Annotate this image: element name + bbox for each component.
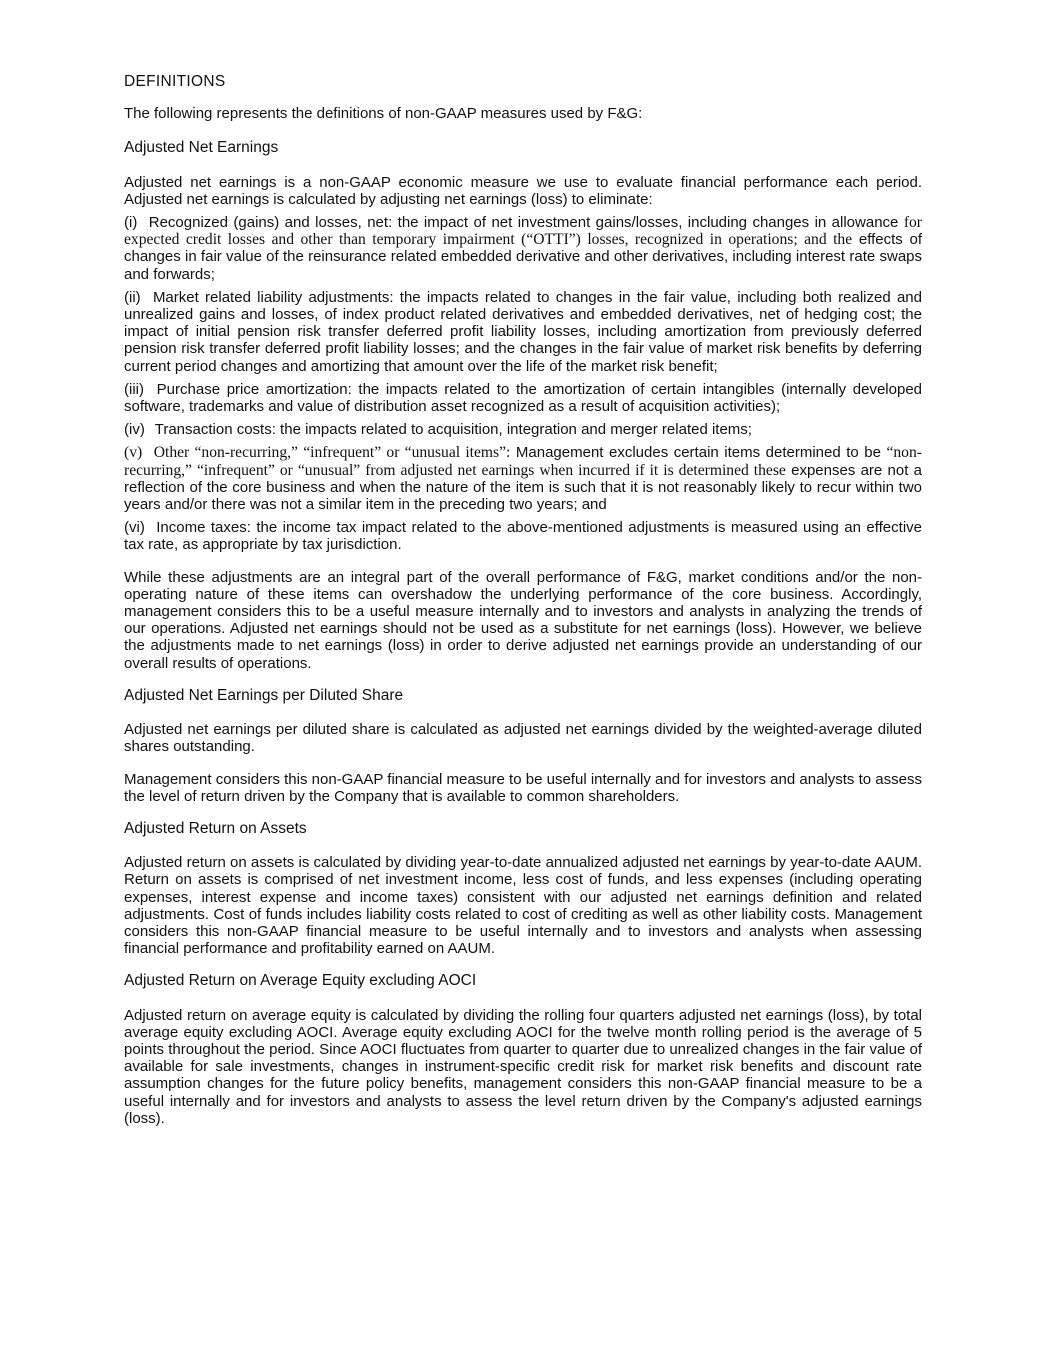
adjustment-item-i bbox=[124, 214, 922, 283]
adjustment-item-iii bbox=[124, 381, 922, 415]
item-text: effects of changes in fair value of the reinsurance related embedded derivative and other derivatives, including interest rate swaps and forwards; bbox=[124, 231, 923, 283]
item-marker: (ii) bbox=[124, 288, 141, 306]
section-heading-adjusted-eps: Adjusted Net Earnings per Diluted Share bbox=[124, 686, 404, 704]
adjusted-net-earnings-description: Adjusted net earnings is a non-GAAP economic measure we use to evaluate financial performance each period. Adjusted net earnings is calculated by adjusting net earnings (loss) to eliminate: bbox=[124, 173, 922, 208]
item-marker: (i) bbox=[124, 214, 138, 232]
item-marker: (v) bbox=[124, 444, 143, 462]
adjustment-item-vi bbox=[124, 519, 922, 553]
item-text: Management excludes certain items determined to be bbox=[515, 444, 881, 462]
document-page bbox=[124, 73, 922, 1142]
adjusted-eps-paragraph-2: Management considers this non-GAAP financial measure to be useful internally and for investors and analysts to assess the level of return driven by the Company that is available to common shareholders. bbox=[124, 770, 922, 805]
adjustment-item-ii bbox=[124, 289, 922, 375]
adjustment-item-v bbox=[124, 444, 922, 513]
item-text: Market related liability adjustments: the impacts related to changes in the fair value, including both realized and unrealized gains and losses, of index product related derivatives and embedded derivatives, net of hedging cost; the impact of initial pension risk transfer deferred profit liability losses, including amortization from previously deferred pension risk transfer deferred profit liability losses; and the changes in the fair value of market risk benefits by deferring current period changes and amortizing that amount over the life of the market risk benefit; bbox=[124, 288, 922, 375]
item-marker: (vi) bbox=[124, 519, 145, 537]
item-text: Income taxes: the income tax impact related to the above-mentioned adjustments is measured using an effective tax rate, as appropriate by tax jurisdiction. bbox=[124, 519, 922, 554]
section-heading-adjusted-roe: Adjusted Return on Average Equity excluding AOCI bbox=[124, 972, 477, 990]
item-text: Transaction costs: the impacts related to acquisition, integration and merger related items; bbox=[154, 421, 752, 439]
intro-text: The following represents the definitions of non-GAAP measures used by F&G: bbox=[124, 105, 643, 123]
section-heading-adjusted-net-earnings: Adjusted Net Earnings bbox=[124, 139, 279, 157]
adjusted-eps-paragraph-1: Adjusted net earnings per diluted share is calculated as adjusted net earnings divided by the weighted-average diluted shares outstanding. bbox=[124, 721, 922, 756]
item-text: Other “non-recurring,” “infrequent” or “unusual items”: bbox=[153, 444, 511, 462]
section-heading-adjusted-roa: Adjusted Return on Assets bbox=[124, 819, 307, 837]
item-text: Purchase price amortization: the impacts related to the amortization of certain intangibles (internally developed software, trademarks and value of distribution asset recognized as a result of acquisition activities); bbox=[124, 380, 923, 416]
adjusted-net-earnings-closing: While these adjustments are an integral part of the overall performance of F&G, market conditions and/or the non-operating nature of these items can overshadow the underlying performance of the core business. Accordingly, management considers this to be a useful measure internally and to investors and analysts in analyzing the trends of our operations. Adjusted net earnings should not be used as a substitute for net earnings (loss). However, we believe the adjustments made to net earnings (loss) in order to derive adjusted net earnings provide an understanding of our overall results of operations. bbox=[124, 568, 922, 672]
item-text: Recognized (gains) and losses, net: the impact of net investment gains/losses, including changes in allowance bbox=[148, 214, 899, 232]
item-text: “non-recurring,” “infrequent” or “unusual” from adjusted net earnings when incurred if it is determined these bbox=[124, 444, 922, 479]
item-marker: (iii) bbox=[124, 380, 144, 398]
adjusted-roa-paragraph: Adjusted return on assets is calculated by dividing year-to-date annualized adjusted net earnings by year-to-date AAUM. Return on assets is comprised of net investment income, less cost of funds, and less expenses (including operating expenses, interest expense and income taxes) consistent with our adjusted net earnings definition and related adjustments. Cost of funds includes liability costs related to cost of crediting as well as other liability costs. Management considers this non-GAAP financial measure to be useful internally and to investors and analysts when assessing financial performance and profitability earned on AAUM. bbox=[124, 854, 922, 958]
item-marker: (iv) bbox=[124, 421, 145, 439]
adjusted-roe-paragraph: Adjusted return on average equity is calculated by dividing the rolling four quarters adjusted net earnings (loss), by total average equity excluding AOCI. Average equity excluding AOCI for the twelve month rolling period is the average of 5 points throughout the period. Since AOCI fluctuates from quarter to quarter due to unrealized changes in the fair value of available for sale investments, changes in instrument-specific credit risk for market risk benefits and discount rate assumption changes for the future policy benefits, management considers this non-GAAP financial measure to be a useful internally and for investors and analysts to assess the level return driven by the Company's adjusted earnings (loss). bbox=[124, 1006, 922, 1127]
item-text: for expected credit losses and other than temporary impairment (“OTTI”) losses, recognized in operations; and the bbox=[124, 214, 922, 249]
adjustment-item-iv bbox=[124, 421, 922, 438]
page-title: DEFINITIONS bbox=[124, 73, 226, 90]
item-text: expenses are not a reflection of the core business and when the nature of the item is such that it is not reasonably likely to recur within two years and/or there was not a similar item in the preceding two years; and bbox=[124, 461, 922, 514]
